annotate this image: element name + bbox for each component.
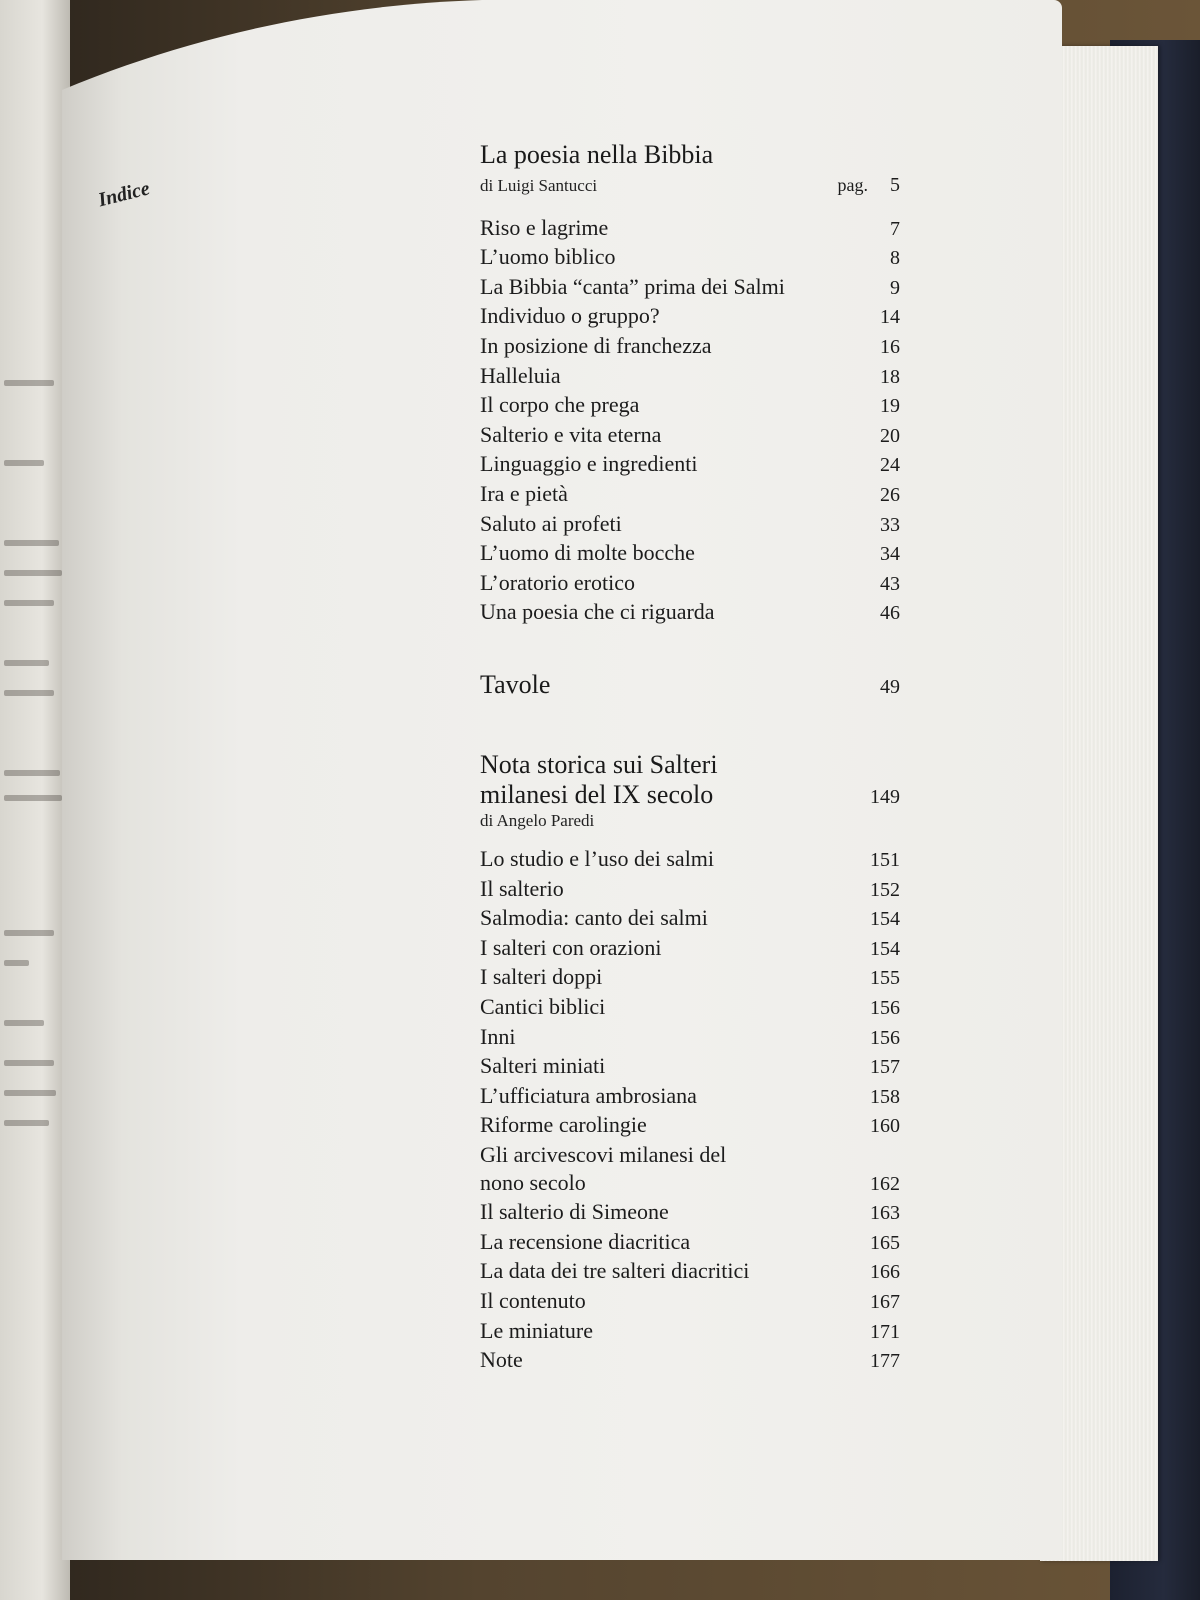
toc-entry-title: Salterio e vita eterna xyxy=(480,421,662,447)
toc-entry-page: 162 xyxy=(870,1172,900,1195)
toc-entry-title: Il contenuto xyxy=(480,1288,586,1313)
table-of-contents xyxy=(480,140,900,1376)
toc-entry-title: Individuo o gruppo? xyxy=(480,303,660,329)
section-author-row xyxy=(480,170,900,200)
toc-entry-title: Riforme carolingie xyxy=(480,1112,647,1138)
toc-section-3 xyxy=(480,750,900,1376)
toc-entry-title: Il corpo che prega xyxy=(480,392,640,418)
toc-entry-page: 20 xyxy=(880,424,900,447)
toc-entry-page: 33 xyxy=(880,513,900,536)
toc-entry-page: 26 xyxy=(880,483,900,506)
section-title-line-2: milanesi del IX secolo xyxy=(480,779,714,809)
pag-label: pag. xyxy=(837,175,868,195)
toc-entry-page: 14 xyxy=(880,306,900,329)
toc-entry xyxy=(480,302,900,332)
toc-entry-page: 171 xyxy=(870,1320,900,1343)
toc-section-2 xyxy=(480,670,900,702)
toc-entry-page: 151 xyxy=(870,849,900,872)
section-title-row xyxy=(480,780,900,812)
toc-entry-title: Le miniature xyxy=(480,1317,594,1343)
toc-entry-page: 18 xyxy=(880,365,900,388)
toc-entry-title: Saluto ai profeti xyxy=(480,510,622,536)
toc-entry-title: La data dei tre salteri diacritici xyxy=(480,1258,750,1284)
toc-entry-title: Linguaggio e ingredienti xyxy=(480,451,698,477)
toc-entry-page: 163 xyxy=(870,1202,900,1225)
toc-entry-page: 165 xyxy=(870,1231,900,1254)
toc-entry-title: L’ufficiatura ambrosiana xyxy=(480,1082,697,1108)
toc-entry-page: 19 xyxy=(880,395,900,418)
toc-entry xyxy=(480,273,900,303)
toc-entry-page: 166 xyxy=(870,1261,900,1284)
toc-entry-title: Gli arcivescovi milanesi del xyxy=(480,1142,727,1168)
toc-entry-page: 24 xyxy=(880,454,900,477)
toc-entry-page: 46 xyxy=(880,602,900,625)
toc-entry-title: Lo studio e l’uso dei salmi xyxy=(480,846,715,872)
toc-section-1 xyxy=(480,140,900,628)
left-page xyxy=(0,0,70,1600)
toc-entry-title: L’oratorio erotico xyxy=(480,569,635,595)
section-page-number: 49 xyxy=(880,675,900,698)
toc-entry-list xyxy=(480,214,900,628)
toc-entry-page: 34 xyxy=(880,543,900,566)
toc-entry-title: Salmodia: canto dei salmi xyxy=(480,905,708,931)
toc-entry xyxy=(480,421,900,451)
toc-entry-page: 177 xyxy=(870,1350,900,1373)
toc-entry-page: 43 xyxy=(880,572,900,595)
toc-entry xyxy=(480,450,900,480)
section-author: di Luigi Santucci xyxy=(480,176,598,195)
toc-entry-title: I salteri doppi xyxy=(480,964,603,990)
toc-entry-list xyxy=(480,845,900,1376)
toc-entry xyxy=(480,1257,900,1287)
toc-entry-page: 156 xyxy=(870,1026,900,1049)
section-title: Tavole xyxy=(480,669,551,699)
toc-entry-page: 8 xyxy=(890,247,900,270)
toc-entry-page: 9 xyxy=(890,276,900,299)
toc-entry-page: 16 xyxy=(880,335,900,358)
toc-entry-page: 152 xyxy=(870,878,900,901)
toc-entry-title: Il salterio xyxy=(480,875,564,901)
toc-entry-title: Note xyxy=(480,1347,523,1373)
toc-entry xyxy=(480,510,900,540)
toc-entry xyxy=(480,1023,900,1053)
toc-entry xyxy=(480,1317,900,1347)
toc-entry-title: L’uomo di molte bocche xyxy=(480,540,695,566)
toc-entry xyxy=(480,963,900,993)
toc-entry xyxy=(480,875,900,905)
toc-entry-title: La Bibbia “canta” prima dei Salmi xyxy=(480,273,785,299)
toc-entry xyxy=(480,1052,900,1082)
toc-entry xyxy=(480,243,900,273)
toc-entry-page: 155 xyxy=(870,967,900,990)
toc-entry-title: Una poesia che ci riguarda xyxy=(480,599,715,625)
toc-entry xyxy=(480,1169,900,1199)
toc-entry xyxy=(480,1141,900,1169)
toc-entry xyxy=(480,214,900,244)
toc-entry xyxy=(480,539,900,569)
toc-entry-title: Il salterio di Simeone xyxy=(480,1199,669,1225)
toc-entry xyxy=(480,1111,900,1141)
toc-entry xyxy=(480,1082,900,1112)
toc-entry xyxy=(480,845,900,875)
toc-entry-page: 7 xyxy=(890,217,900,240)
toc-entry-title: L’uomo biblico xyxy=(480,244,616,270)
toc-entry-page: 154 xyxy=(870,937,900,960)
toc-entry xyxy=(480,1198,900,1228)
toc-entry xyxy=(480,569,900,599)
section-author: di Angelo Paredi xyxy=(480,811,595,831)
toc-entry-title: La recensione diacritica xyxy=(480,1228,691,1254)
toc-entry-title: nono secolo xyxy=(480,1169,586,1195)
toc-entry xyxy=(480,670,900,702)
toc-entry-page: 158 xyxy=(870,1085,900,1108)
toc-entry-page: 156 xyxy=(870,997,900,1020)
page-heading: Indice xyxy=(96,177,152,212)
toc-entry-page: 167 xyxy=(870,1291,900,1313)
section-title-line-1: Nota storica sui Salteri xyxy=(480,749,718,779)
toc-entry xyxy=(480,598,900,628)
toc-entry xyxy=(480,1228,900,1258)
section-title: La poesia nella Bibbia xyxy=(480,140,714,169)
toc-entry xyxy=(480,904,900,934)
section-page-number: 149 xyxy=(870,785,900,808)
toc-entry-title: Ira e pietà xyxy=(480,480,568,506)
toc-entry xyxy=(480,1346,900,1376)
toc-entry xyxy=(480,934,900,964)
toc-entry-page: 157 xyxy=(870,1056,900,1079)
toc-entry-page: 160 xyxy=(870,1115,900,1138)
toc-entry xyxy=(480,480,900,510)
toc-entry-title: Inni xyxy=(480,1023,516,1049)
toc-entry xyxy=(480,391,900,421)
toc-entry xyxy=(480,1287,900,1317)
toc-entry xyxy=(480,362,900,392)
toc-entry-title: Cantici biblici xyxy=(480,994,606,1020)
toc-entry-title: In posizione di franchezza xyxy=(480,332,712,358)
toc-entry-title: Salteri miniati xyxy=(480,1053,606,1079)
toc-entry-title: I salteri con orazioni xyxy=(480,934,662,960)
toc-entry xyxy=(480,993,900,1023)
toc-entry xyxy=(480,332,900,362)
toc-entry-title: Halleluia xyxy=(480,362,561,388)
toc-entry-title: Riso e lagrime xyxy=(480,214,609,240)
section-page-number: 5 xyxy=(890,174,900,196)
toc-entry-page: 154 xyxy=(870,908,900,931)
